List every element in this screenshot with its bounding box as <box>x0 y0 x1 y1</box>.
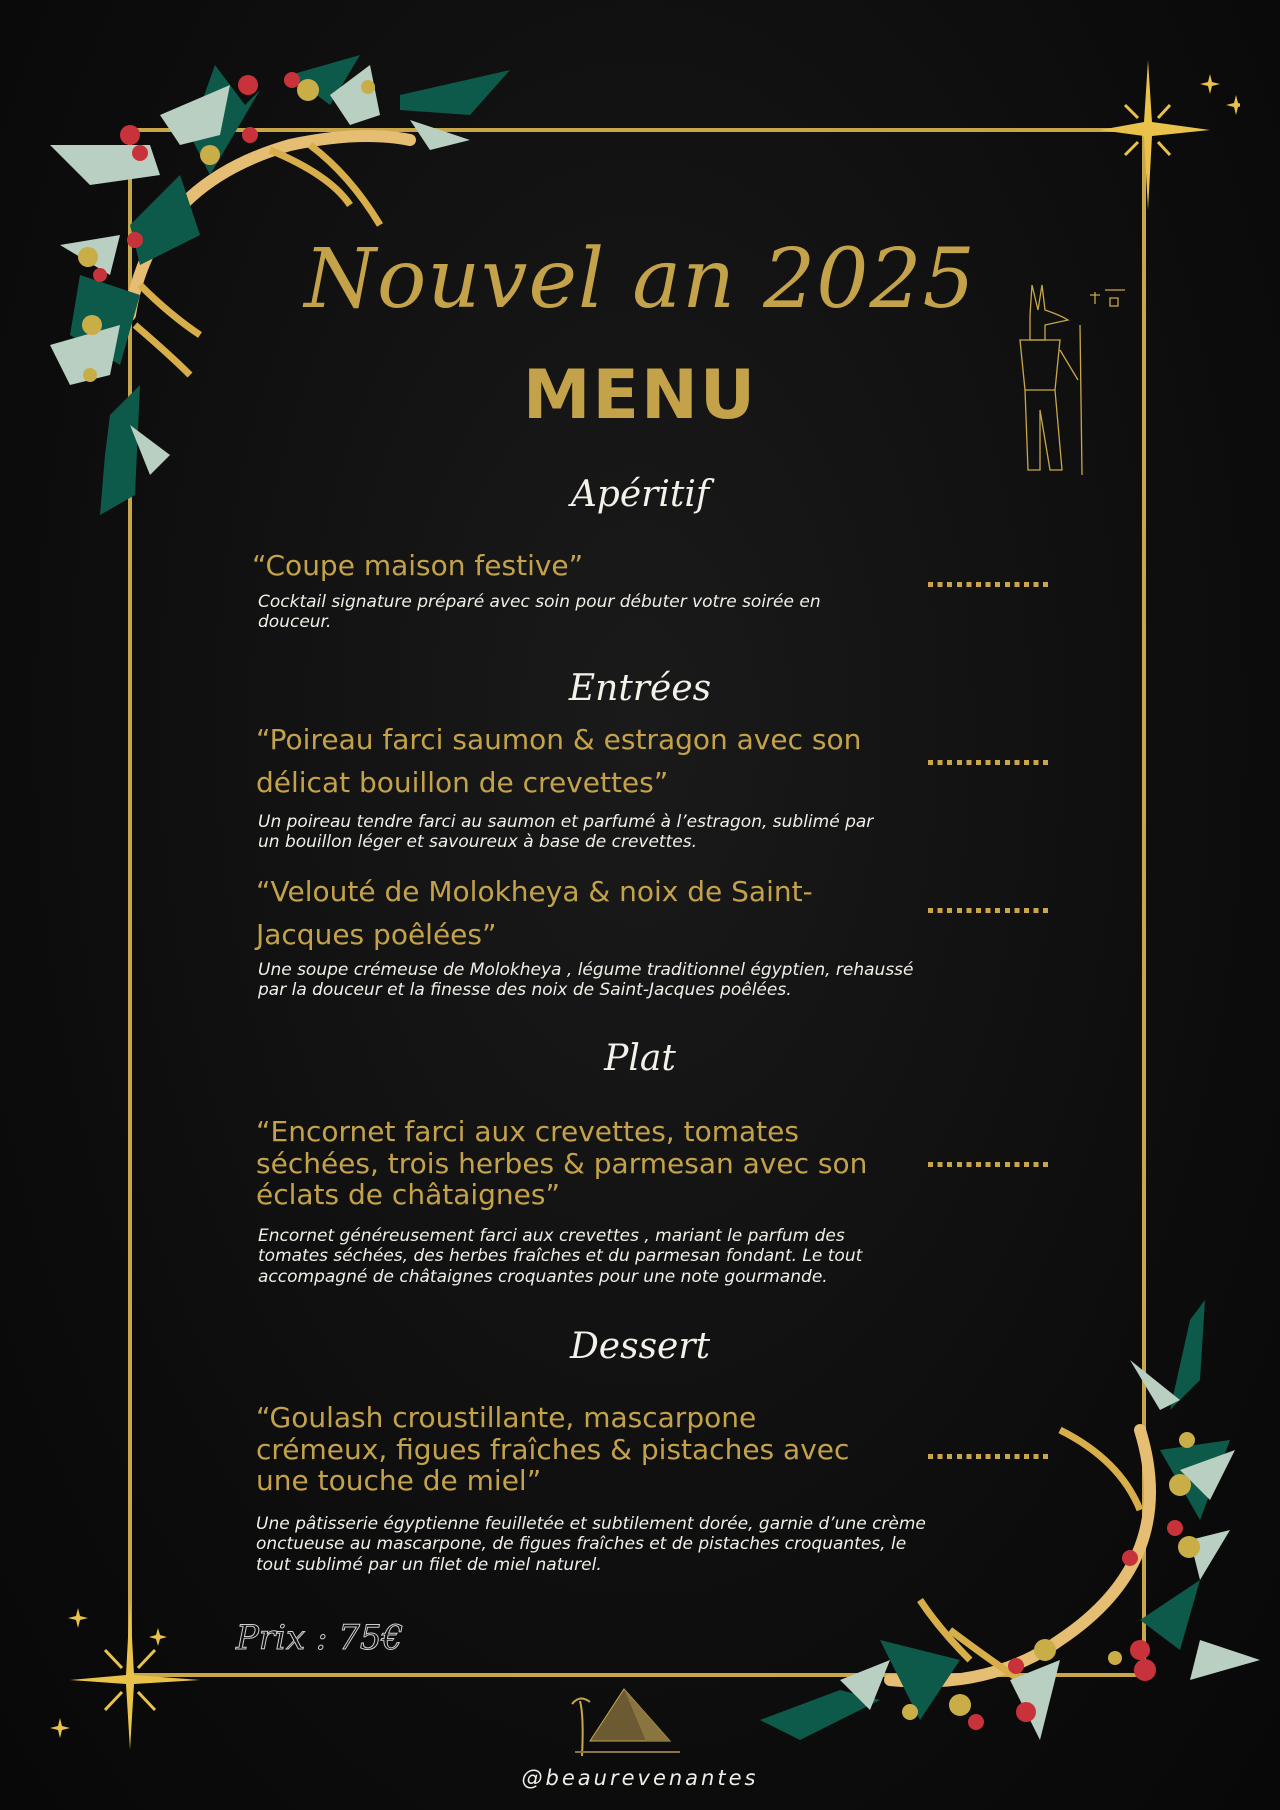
section-title-dessert: Dessert <box>569 1326 711 1367</box>
dish-description: Un poireau tendre farci au saumon et parfumé à l’estragon, sublimé par un bouillon léger et savoureux à base de crevettes. <box>258 812 874 853</box>
dish-name: “Velouté de Molokheya & noix de Saint-Jacques poêlées” <box>256 875 813 952</box>
dish-description: Une soupe crémeuse de Molokheya , légume traditionnel égyptien, rehaussé par la douceur et la finesse des noix de Saint-Jacques poêlées. <box>258 960 914 1001</box>
dish-description: Une pâtisserie égyptienne feuilletée et subtilement dorée, garnie d’une crème onctueuse au mascarpone, de figues fraîches et de pistaches croquantes, le tout sublimé par un filet de miel naturel. <box>256 1514 926 1575</box>
section-title-aperitif: Apéritif <box>570 474 710 515</box>
holly-garland-bottom-right-icon <box>760 1280 1260 1780</box>
price-dots <box>928 760 1050 765</box>
price-label: Prix : 75€ <box>236 1618 404 1658</box>
dish-description: Cocktail signature préparé avec soin pour débuter votre soirée en douceur. <box>258 592 821 633</box>
dish-name: “Coupe maison festive” <box>252 549 584 582</box>
gold-star-icon <box>1100 60 1240 210</box>
dish-name: “Poireau farci saumon & estragon avec son délicat bouillon de crevettes” <box>256 723 862 800</box>
price-dots <box>928 582 1050 587</box>
page-title: Nouvel an 2025 <box>304 232 976 327</box>
dish-description: Encornet généreusement farci aux crevettes , mariant le parfum des tomates séchées, des herbes fraîches et du parmesan fondant. Le tout accompagné de châtaignes croquantes pour une note gourmande. <box>258 1226 863 1287</box>
dish-name: “Encornet farci aux crevettes, tomates séchées, trois herbes & parmesan avec son éclats de châtaignes” <box>256 1115 868 1212</box>
section-title-plat: Plat <box>604 1038 676 1079</box>
price-dots <box>928 1162 1050 1167</box>
gold-star-icon <box>30 1600 200 1750</box>
dish-name: “Goulash croustillante, mascarpone crémeux, figues fraîches & pistaches avec une touche de miel” <box>256 1401 850 1498</box>
price-dots <box>928 908 1050 913</box>
menu-heading: MENU <box>522 356 758 435</box>
pyramid-icon <box>570 1686 690 1761</box>
section-title-entrees: Entrées <box>568 668 712 709</box>
social-handle: @beaurevenantes <box>521 1766 759 1790</box>
